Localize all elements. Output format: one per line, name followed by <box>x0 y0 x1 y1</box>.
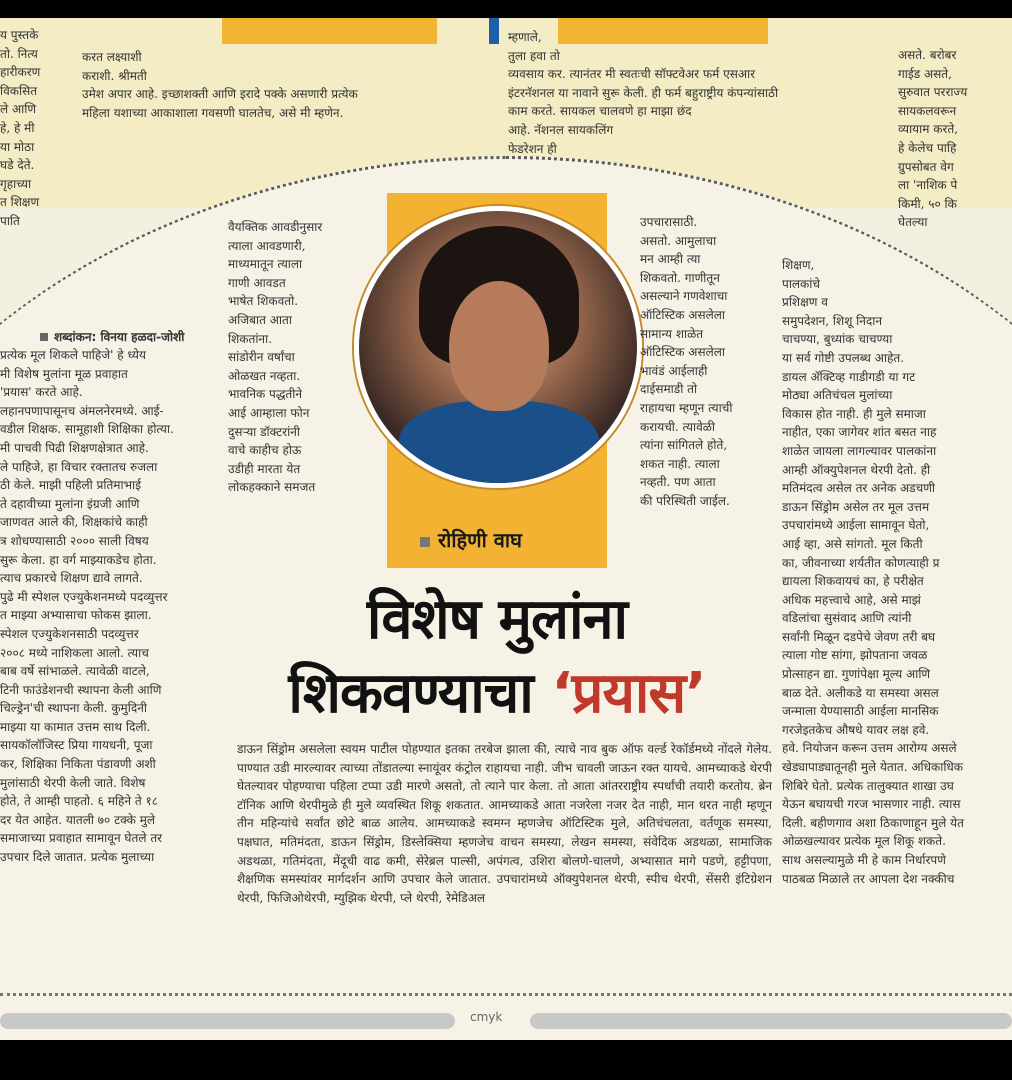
article-bottom-text: डाऊन सिंड्रोम असलेला स्वयम पाटील पोहण्यात इतका तरबेज झाला की, त्याचे नाव बुक ऑफ वर्ल्ड रेकॉर्डमध्ये नोंदले गेलेय. पाण्यात उडी मारल्यावर त्याच्या तोंडातल्या स्नायूंवर कंट्रोल राहायचा नाही. जीभ चावली जाऊन रक्त यायचे. आमच्याकडे थेरपी घेतल्यावर पोहण्याचा पहिला टप्पा उडी मारणे असतो, तो त्याने पार केला. तो आता आंतरराष्ट्रीय स्पर्धांची तयारी करतोय. ब्रेन टॉनिक आणि थेरपीमुळे ही मुले व्यवस्थित शिकू शकतात. आमच्याकडे आता नजरेला नजर देत नाही, मान धरत नाही म्हणून तीन महिन्यांचे सर्वांत छोटे बाळ आलेय. आमच्याकडे स्वमग्न म्हणजेच ऑटिस्टिक मुले, अतिचंचलता, वर्तणूक समस्या, पक्षघात, मतिमंदता, डाऊन सिंड्रोम, डिस्लेक्सिया म्हणजेच वाचन समस्या, लेखन समस्या, संवेदिक अडथळा, सामाजिक अडथळा, गतिमंदता, मेंदूची वाढ कमी, सेरेब्रल पाल्सी, अपंगत्व, उशिरा बोलणे-चालणे, अभ्यासात मागे पडणे, हट्टीपणा, शैक्षणिक समस्यांवर मार्गदर्शन आणि उपचार केले जातात. उपचारांमध्ये ऑक्युपेशनल थेरपी, स्पीच थेरपी, सेंसरी इंटिग्रेशन थेरपी, फिजिओथेरपी, म्युझिक थेरपी, प्ले थेरपी, रेमेडिअल <box>237 742 772 905</box>
top-far-right-column: असते. बरोबर गाईड असते, सुरुवात परराज्य सायकलवरून व्यायाम करते, हे केलेच पाहि ग्रुपसोबत वेग ला 'नाशिक पे किमी, ५० कि घेतल्या <box>898 48 968 230</box>
headline-line-1: विशेष मुलांना <box>366 587 628 652</box>
top-center-column: करत लक्ष्याशी कराशी. श्रीमती उमेश अपार आहे. इच्छाशक्ती आणि इरादे पक्के असणारी प्रत्येक महिला यशाच्या आकाशाला गवसणी घालतेच, असे मी म्हणेन. <box>82 50 358 120</box>
footer-bar-right <box>530 1013 1012 1029</box>
person-name: रोहिणी वाघ <box>420 526 522 553</box>
article-column-2: वैयक्तिक आवडीनुसार त्याला आवडणारी, माध्यमातून त्याला गाणी आवडत भाषेत शिकवतो. अजिबात आता शिकतांना. सांडोरीन वर्षांचा ओळखत नव्हता. भावनिक पद्धतीने आई आम्हाला फोन दुसऱ्या डॉक्टरांनी वाचे काहीच होऊ उडीही मारता येत लोकहक्काने समजत <box>228 220 323 495</box>
byline: शब्दांकन: विनया हळदा-जोशी <box>40 328 184 345</box>
portrait-photo <box>354 206 642 488</box>
blue-marker <box>489 18 499 44</box>
headline-line-2: शिकवण्याचा <box>288 661 533 726</box>
article-column-4: शिक्षण, पालकांचे प्रशिक्षण व समुपदेशन, शिशू निदान चाचण्या, बुध्यांक चाचण्या या सर्व गोष्टी उपलब्ध आहेत. डायल ॲक्टिव्ह गाडीगडी या गट मोठ्या अतिचंचल मुलांच्या विकास होत नाही. ही मुले समाजा नाहीत, एका जागेवर शांत बसत नाह शाळेत जायला लागल्यावर पालकांना आम्ही ऑक्युपेशनल थेरपी देतो. ही मतिमंदत्व असेल तर अनेक अडचणी डाऊन सिंड्रोम असेल तर मूल उत्तम उपचारांमध्ये आईला सामावून घेतो, आई व्हा, असे सांगतो. मूल किती का, जीवनाच्या शर्यतीत कोणत्याही प्र द्यायला शिकवायचं का, हे परीक्षेत अधिक महत्त्वाचे आहे, असे माझं वडिलांचा सुसंवाद आणि त्यांनी सर्वांनी मिळून दडपेचे जेवण तरी बघ त्याला गोष्ट सांगा, झोपताना जवळ प्रोत्साहन द्या. गुणांपेक्षा मूल्य आणि बाळ देते. अलीकडे या समस्या असल जन्माला येण्यासाठी आईला मानसिक गरजेइतकेच औषधे यावर लक्ष हवे. हवे. नियोजन करून उत्तम आरोग्य असले खेड्यापाड्यातूनही मुले येतात. अधिकाधिक शिबिरे घेतो. प्रत्येक तालुक्यात शाखा उघ येऊन बघायची गरज भासणार नाही. त्यास दिली. बहीणगाव अशा ठिकाणाहून मुले येत ओळखल्यावर प्रत्येक मूल शिकू शकते. साथ असल्यामुळे मी हे काम निर्धारपणे पाठबळ मिळाले तर आपला देश नक्कीच <box>782 258 964 886</box>
cmyk-mark: cmyk <box>470 1010 503 1024</box>
headline-highlight: ‘प्रयास’ <box>551 661 706 726</box>
footer-bar-left <box>0 1013 455 1029</box>
bottom-dotted-rule <box>0 993 1012 996</box>
article-column-3: उपचारासाठी. असतो. आमुलाचा मन आम्ही त्या शिकवतो. गाणीतून असल्याने गणवेशाचा ऑटिस्टिक असलेला सामान्य शाळेत ऑटिस्टिक असलेला भावंडं आईलाही दाईसमाडी तो राहायचा म्हणून त्याची करायची. त्यावेळी त्यांना सांगितले होते, शकत नाही. त्याला नव्हती. पण आता की परिस्थिती जाईल. <box>640 215 733 508</box>
newspaper-page <box>0 18 1012 1040</box>
top-orange-box-left <box>222 18 437 44</box>
article-column-1: प्रत्येक मूल शिकले पाहिजे' हे ध्येय मी विशेष मुलांना मूळ प्रवाहात 'प्रयास' करते आहे. लहानपणापासूनच अंमलनेरमध्ये. आई- वडील शिक्षक. सामूहाशी शिक्षिका होत्या. मी पाचवी पिढी शिक्षणक्षेत्रात आहे. ले पाहिजे, हा विचार रक्तातच रुजला ठी केले. माझी पहिली प्रतिमाभाई ते दहावीच्या मुलांना इंग्रजी आणि जाणवत आले की, शिक्षकांचे काही त्र शोधण्यासाठी २००० साली विषय सुरू केला. हा वर्ग माझ्याकडेच होता. त्याच प्रकारचे शिक्षण द्यावे लागते. पुढे मी स्पेशल एज्युकेशनमध्ये पदव्युत्तर त माझ्या अभ्यासाचा फोकस झाला. स्पेशल एज्युकेशनसाठी पदव्युत्तर २००८ मध्ये नाशिकला आलो. त्याच बाब वर्षे सांभाळले. त्यावेळी वाटले, टिनी फाउंडेशनची स्थापना केली आणि चिल्ड्रेन'ची स्थापना केली. कुमुदिनी माझ्या या कामात उत्तम साथ दिली. सायकॉलॉजिस्ट प्रिया गायधनी, पूजा कर, शिक्षिका निकिता पंडावणी अशी मुलांसाठी थेरपी केली जाते. विशेष होते, ते आम्ही पाहतो. ६ महिने ते १८ दर येत आहेत. यातली ७० टक्के मुले समाजाच्या प्रवाहात सामावून घेतले तर उपचार दिले जातात. प्रत्येक मुलाच्या <box>0 348 174 865</box>
top-left-column: य पुस्तके तो. नित्य हारीकरण विकसित ले आणि हे, हे मी या मोठा घडे देते. गृहाच्या त शिक्षण पाति <box>0 28 41 228</box>
headline <box>237 583 757 731</box>
top-right-column: म्हणाले, तुला हवा तो व्यवसाय कर. त्यानंतर मी स्वतःची सॉफ्टवेअर फर्म एसआर इंटरनॅशनल या नावाने सुरू केली. ही फर्म बहुराष्ट्रीय कंपन्यांसाठी काम करते. सायकल चालवणे हा माझा छंद आहे. नॅशनल सायकलिंग फेडरेशन ही <box>508 30 779 156</box>
